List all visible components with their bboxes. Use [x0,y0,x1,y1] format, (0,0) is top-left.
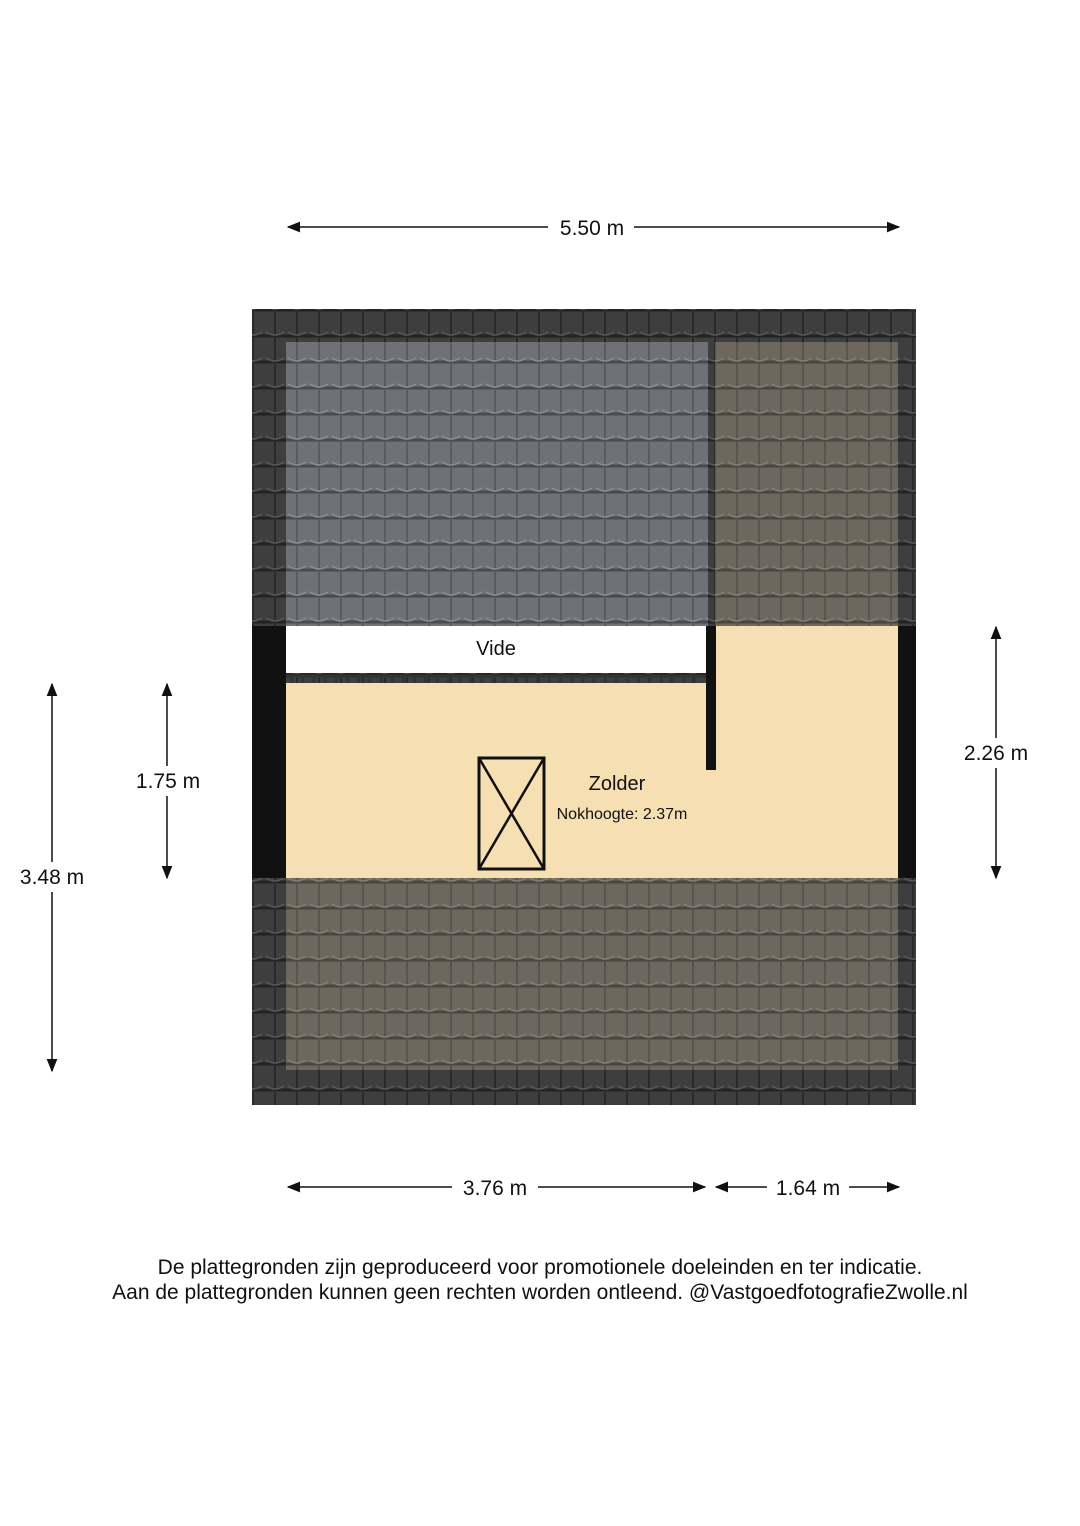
railing-baluster [335,677,338,683]
railing-baluster [637,677,640,683]
railing-baluster [391,677,394,683]
railing-baluster [503,677,506,683]
railing-baluster [402,677,405,683]
disclaimer-line-2: Aan de plattegronden kunnen geen rechten worden ontleend. @VastgoedfotografieZwolle.nl [112,1281,968,1304]
railing-baluster [648,677,651,683]
zolder-floor-right [715,626,898,686]
railing-baluster [357,677,360,683]
disclaimer [0,1255,1080,1305]
railing-baluster [458,677,461,683]
dim-top-width: 5.50 m [559,217,625,240]
railing-baluster [671,677,674,683]
railing-baluster [492,677,495,683]
wall-middle [706,626,716,770]
railing-baluster [525,677,528,683]
railing-baluster [592,677,595,683]
railing-baluster [368,677,371,683]
roof-upper-brown [715,342,898,626]
railing-baluster [615,677,618,683]
railing-baluster [469,677,472,683]
railing-baluster [447,677,450,683]
disclaimer-line-1: De plattegronden zijn geproduceerd voor promotionele doeleinden en ter indicatie. [157,1256,923,1279]
railing-baluster [626,677,629,683]
roof-upper-grey [286,342,708,626]
railing-baluster [424,677,427,683]
railing-baluster [581,677,584,683]
railing-baluster [693,677,696,683]
railing-baluster [312,677,315,683]
railing-baluster [536,677,539,683]
zolder-label: Zolder [588,773,646,795]
wall-left [252,626,286,878]
railing-baluster [480,677,483,683]
railing-baluster [346,677,349,683]
dim-left-outer: 3.48 m [19,866,85,889]
dim-left-inner: 1.75 m [135,770,201,793]
vide-label: Vide [476,638,516,660]
railing-baluster [559,677,562,683]
railing-baluster [380,677,383,683]
railing-baluster [436,677,439,683]
dim-bottom-left: 3.76 m [462,1177,528,1200]
railing-baluster [301,677,304,683]
ridge-height-label: Nokhoogte: 2.37m [556,806,688,823]
railing-baluster [682,677,685,683]
railing-baluster [413,677,416,683]
railing-baluster [548,677,551,683]
railing-baluster [660,677,663,683]
railing-baluster [514,677,517,683]
wall-right [898,626,916,878]
dim-right: 2.26 m [963,742,1029,765]
railing-baluster [324,677,327,683]
dim-bottom-right: 1.64 m [775,1177,841,1200]
railing-baluster [290,677,293,683]
railing-baluster [604,677,607,683]
roof-lower [286,878,898,1070]
railing-baluster [570,677,573,683]
